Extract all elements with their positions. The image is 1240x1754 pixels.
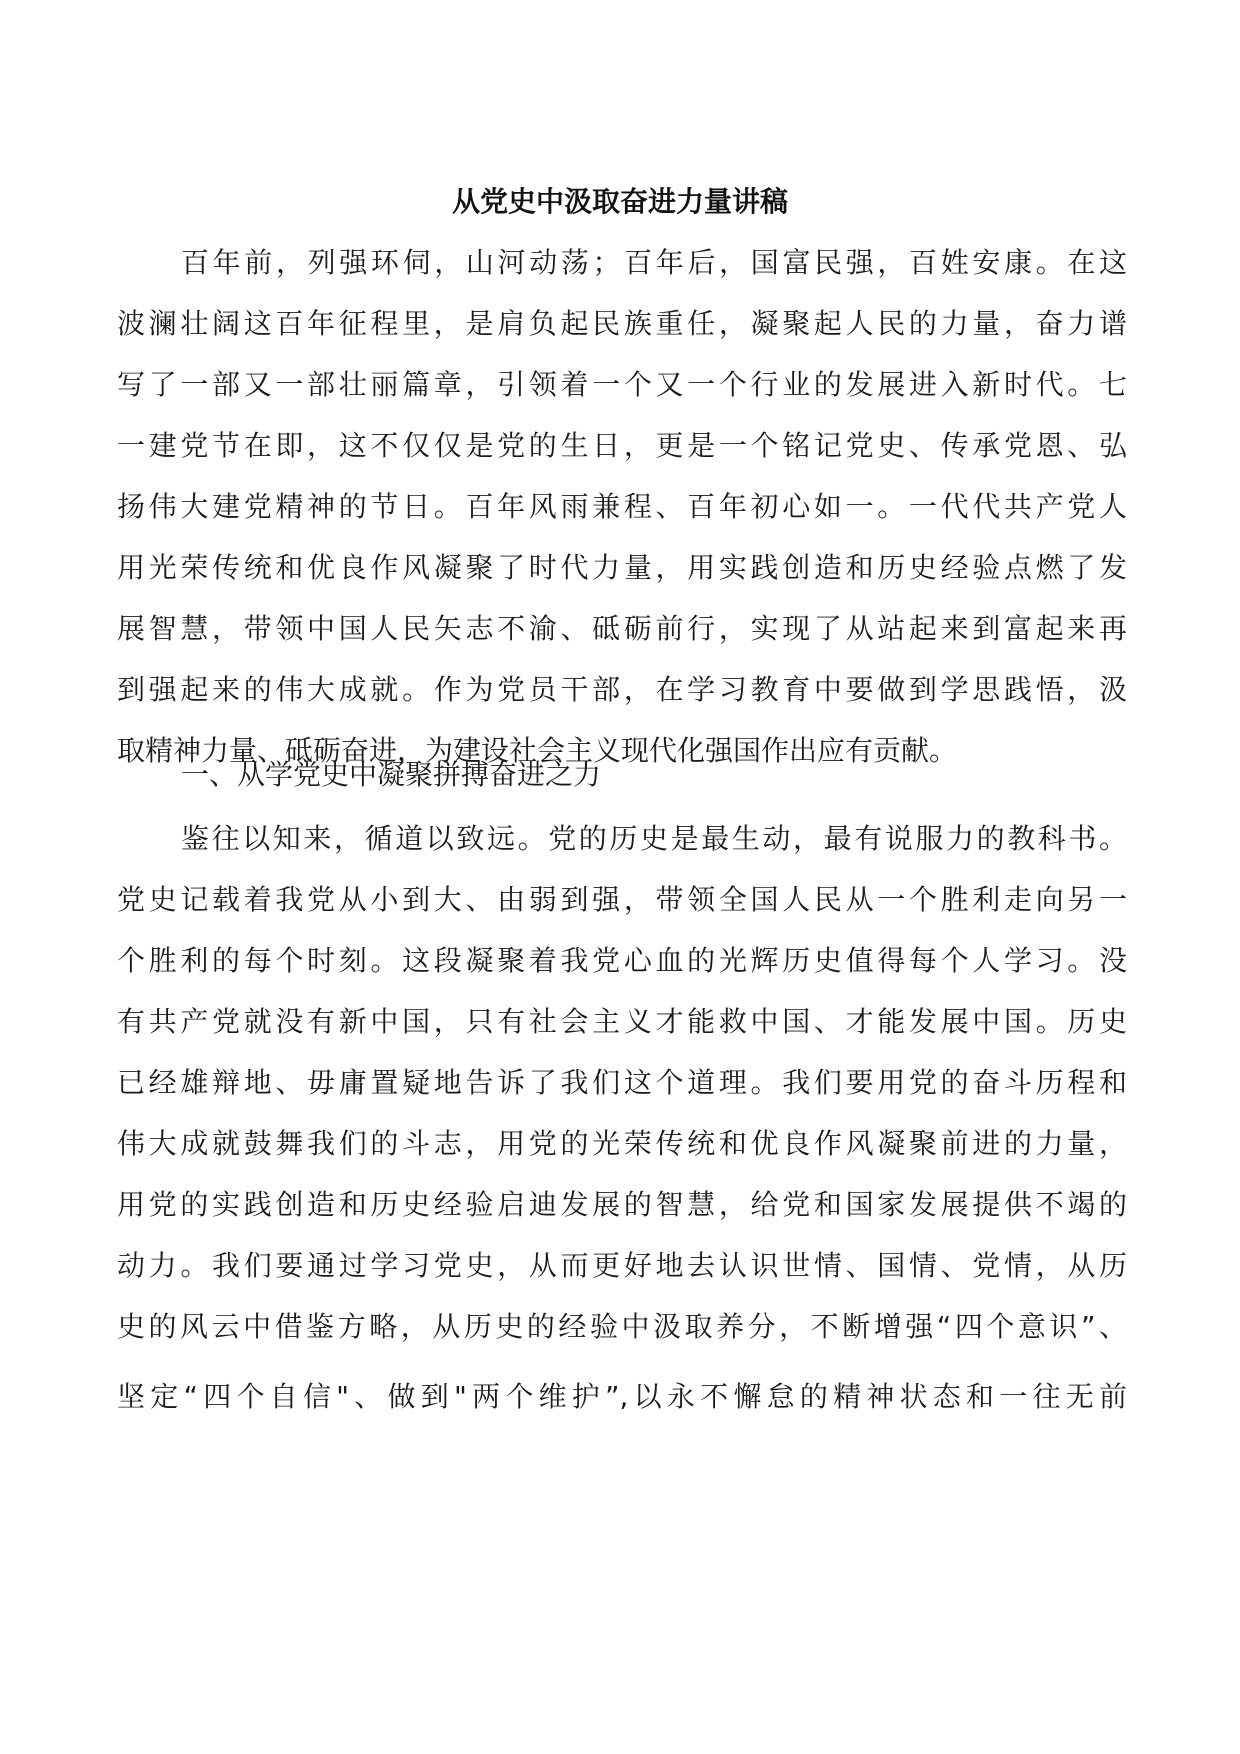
text-line: 用光荣传统和优良作风凝聚了时代力量，用实践创造和历史经验点燃了发 [117, 551, 1127, 584]
text-line: 有共产党就没有新中国，只有社会主义才能救中国、才能发展中国。历史 [117, 1005, 1127, 1038]
document-title: 从党史中汲取奋进力量讲稿 [451, 185, 788, 218]
text-line: 展智慧，带领中国人民矢志不渝、砥砺前行，实现了从站起来到富起来再 [117, 612, 1127, 645]
text-line: 个胜利的每个时刻。这段凝聚着我党心血的光辉历史值得每个人学习。没 [117, 944, 1127, 977]
text-line: 百年前，列强环伺，山河动荡；百年后，国富民强，百姓安康。在这 [181, 246, 1127, 279]
text-line: 已经雄辩地、毋庸置疑地告诉了我们这个道理。我们要用党的奋斗历程和 [117, 1066, 1127, 1099]
text-line: 波澜壮阔这百年征程里，是肩负起民族重任，凝聚起人民的力量，奋力谱 [117, 307, 1127, 340]
section-heading [117, 744, 1127, 805]
text-line: 党史记载着我党从小到大、由弱到强，带领全国人民从一个胜利走向另一 [117, 883, 1127, 916]
text-line: 史的风云中借鉴方略，从历史的经验中汲取养分，不断增强“四个意识”、 [117, 1310, 1127, 1343]
text-line: 一建党节在即，这不仅仅是党的生日，更是一个铭记党史、传承党恩、弘 [117, 429, 1127, 462]
section-heading-text: 一、从学党史中凝聚拼搏奋进之力 [181, 758, 602, 791]
text-line: 伟大成就鼓舞我们的斗志，用党的光荣传统和优良作风凝聚前进的力量， [117, 1127, 1127, 1160]
text-line: 写了一部又一部壮丽篇章，引领着一个又一个行业的发展进入新时代。七 [117, 368, 1127, 401]
text-line: 鉴往以知来，循道以致远。党的历史是最生动，最有说服力的教科书。 [181, 822, 1127, 855]
text-line: 扬伟大建党精神的节日。百年风雨兼程、百年初心如一。一代代共产党人 [117, 490, 1127, 523]
paragraph-section-one [117, 808, 1127, 1429]
text-line: 用党的实践创造和历史经验启迪发展的智慧，给党和国家发展提供不竭的 [117, 1188, 1127, 1221]
paragraph-intro [117, 232, 1127, 781]
text-line: 动力。我们要通过学习党史，从而更好地去认识世情、国情、党情，从历 [117, 1249, 1127, 1282]
text-line: 取精神力量、砥砺奋进，为建设社会主义现代化强国作出应有贡献。 [117, 734, 958, 767]
text-line: 坚定“四个自信"、做到"两个维护”,以永不懈怠的精神状态和一往无前 [117, 1380, 1127, 1413]
text-line: 到强起来的伟大成就。作为党员干部，在学习教育中要做到学思践悟，汲 [117, 673, 1127, 706]
